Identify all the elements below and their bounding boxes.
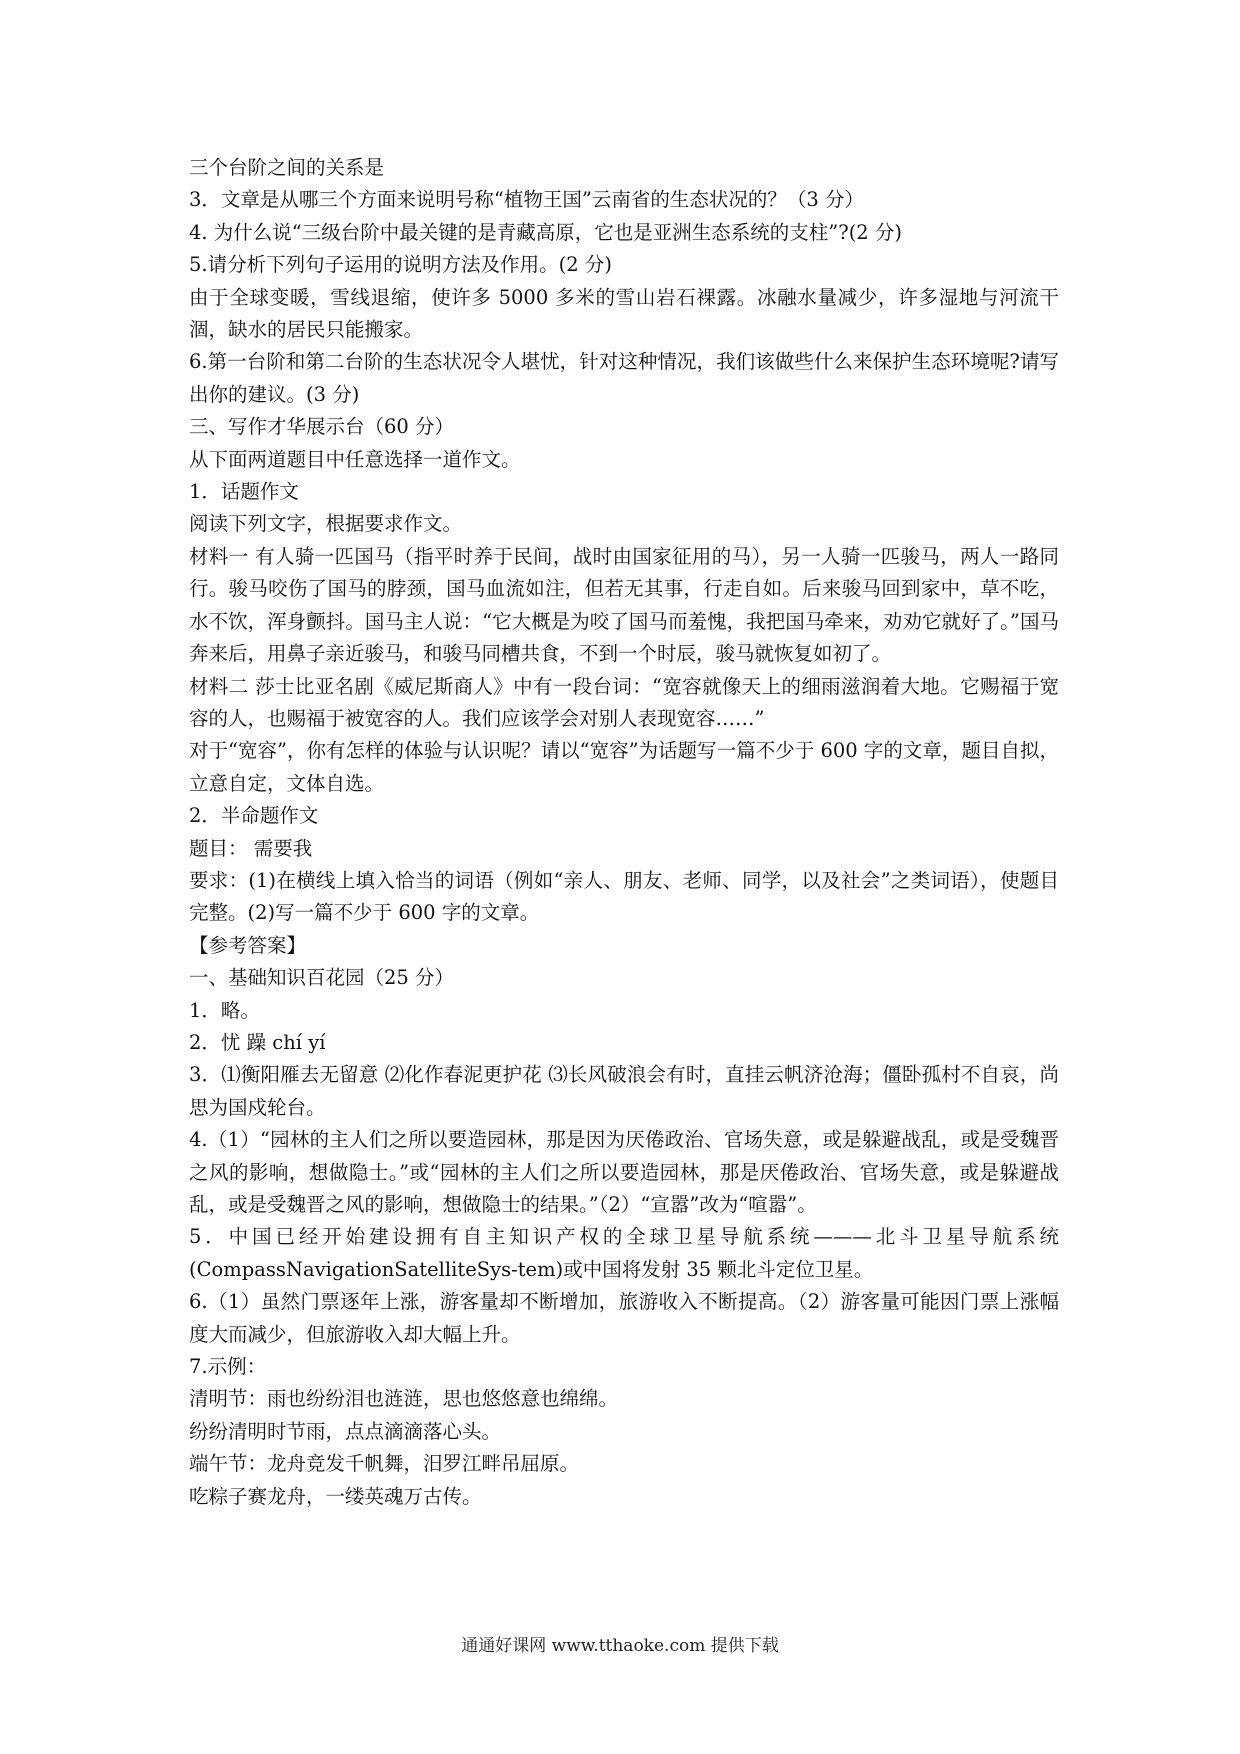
text-line: 三个台阶之间的关系是	[189, 156, 385, 179]
topic-essay-instruction: 阅读下列文字，根据要求作文。	[189, 512, 463, 536]
answer-7-line: 清明节：雨也纷纷泪也涟涟，思也悠悠意也绵绵。	[189, 1387, 619, 1411]
answer-5: 5．中国已经开始建设拥有自主知识产权的全球卫星导航系统———北斗卫星导航系统(CompassNavigationSatelliteSys-tem)或中国将发射 35 颗北斗定位卫星。	[189, 1225, 1059, 1281]
answer-1: 1．略。	[189, 998, 260, 1022]
answer-3: 3．⑴衡阳雁去无留意 ⑵化作春泥更护花 ⑶长风破浪会有时，直挂云帆济沧海；僵卧孤村不自哀，尚思为国戍轮台。	[189, 1063, 1059, 1119]
topic-essay-prompt: 对于“宽容”，你有怎样的体验与认识呢？请以“宽容”为话题写一篇不少于 600 字的文章，题目自拟，立意自定，文体自选。	[189, 739, 1059, 795]
writing-instruction: 从下面两道题目中任意选择一道作文。	[189, 447, 521, 471]
topic-essay-heading: 1．话题作文	[189, 480, 299, 504]
answer-6: 6.（1）虽然门票逐年上涨，游客量却不断增加，旅游收入不断提高。（2）游客量可能因门票上涨幅度大而减少，但旅游收入却大幅上升。	[189, 1290, 1059, 1346]
question-4: 4. 为什么说“三级台阶中最关键的是青藏高原，它也是亚洲生态系统的支柱”?(2 分)	[189, 220, 903, 244]
half-title-essay-requirements: 要求：(1)在横线上填入恰当的词语（例如“亲人、朋友、老师、同学，以及社会”之类词语），使题目完整。(2)写一篇不少于 600 字的文章。	[189, 868, 1059, 925]
material-one: 材料一 有人骑一匹国马（指平时养于民间，战时由国家征用的马），另一人骑一匹骏马，两人一路同行。骏马咬伤了国马的脖颈，国马血流如注，但若无其事，行走自如。后来骏马回到家中，草不吃，水不饮，浑身颤抖。国马主人说：“它大概是为咬了国马而羞愧，我把国马牵来，劝劝它就好了。”国马奔来后，用鼻子亲近骏马，和骏马同槽共食，不到一个时辰，骏马就恢复如初了。	[189, 544, 1059, 666]
document-body	[189, 152, 1059, 1513]
question-5-sentence: 由于全球变暖，雪线退缩，使许多 5000 多米的雪山岩石裸露。冰融水量减少，许多湿地与河流干涸，缺水的居民只能搬家。	[189, 285, 1059, 342]
answer-7-heading: 7.示例：	[189, 1355, 267, 1379]
question-5: 5.请分析下列句子运用的说明方法及作用。(2 分)	[189, 253, 612, 277]
half-title-essay-title: 题目： 需要我	[189, 836, 313, 860]
question-3: 3．文章是从哪三个方面来说明号称“植物王国”云南省的生态状况的？（3 分）	[189, 188, 864, 212]
page-footer: 通通好课网 www.tthaoke.com 提供下载	[461, 1636, 779, 1656]
answer-key-heading: 【参考答案】	[189, 933, 307, 957]
answer-section-heading: 一、基础知识百花园（25 分）	[189, 966, 455, 990]
material-two: 材料二 莎士比亚名剧《威尼斯商人》中有一段台词：“宽容就像天上的细雨滋润着大地。它赐福于宽容的人，也赐福于被宽容的人。我们应该学会对别人表现宽容……”	[189, 674, 1059, 730]
question-6: 6.第一台阶和第二台阶的生态状况令人堪忧，针对这种情况，我们该做些什么来保护生态环境呢?请写出你的建议。(3 分)	[189, 350, 1059, 406]
half-title-essay-heading: 2．半命题作文	[189, 804, 319, 828]
answer-4: 4.（1）“园林的主人们之所以要造园林，那是因为厌倦政治、官场失意，或是躲避战乱，或是受魏晋之风的影响，想做隐士。”或“园林的主人们之所以要造园林，那是厌倦政治、官场失意，或是躲避战乱，或是受魏晋之风的影响，想做隐士的结果。”（2）“宣嚣”改为“喧嚣”。	[189, 1128, 1059, 1216]
answer-7-line: 吃粽子赛龙舟，一缕英魂万古传。	[189, 1484, 482, 1508]
section-heading-writing: 三、写作才华展示台（60 分）	[189, 415, 455, 439]
answer-2: 2．忧 躁 chí yí	[189, 1030, 326, 1054]
answer-7-line: 端午节：龙舟竞发千帆舞，汨罗江畔吊屈原。	[189, 1452, 580, 1476]
answer-7-line: 纷纷清明时节雨，点点滴滴落心头。	[189, 1419, 502, 1443]
